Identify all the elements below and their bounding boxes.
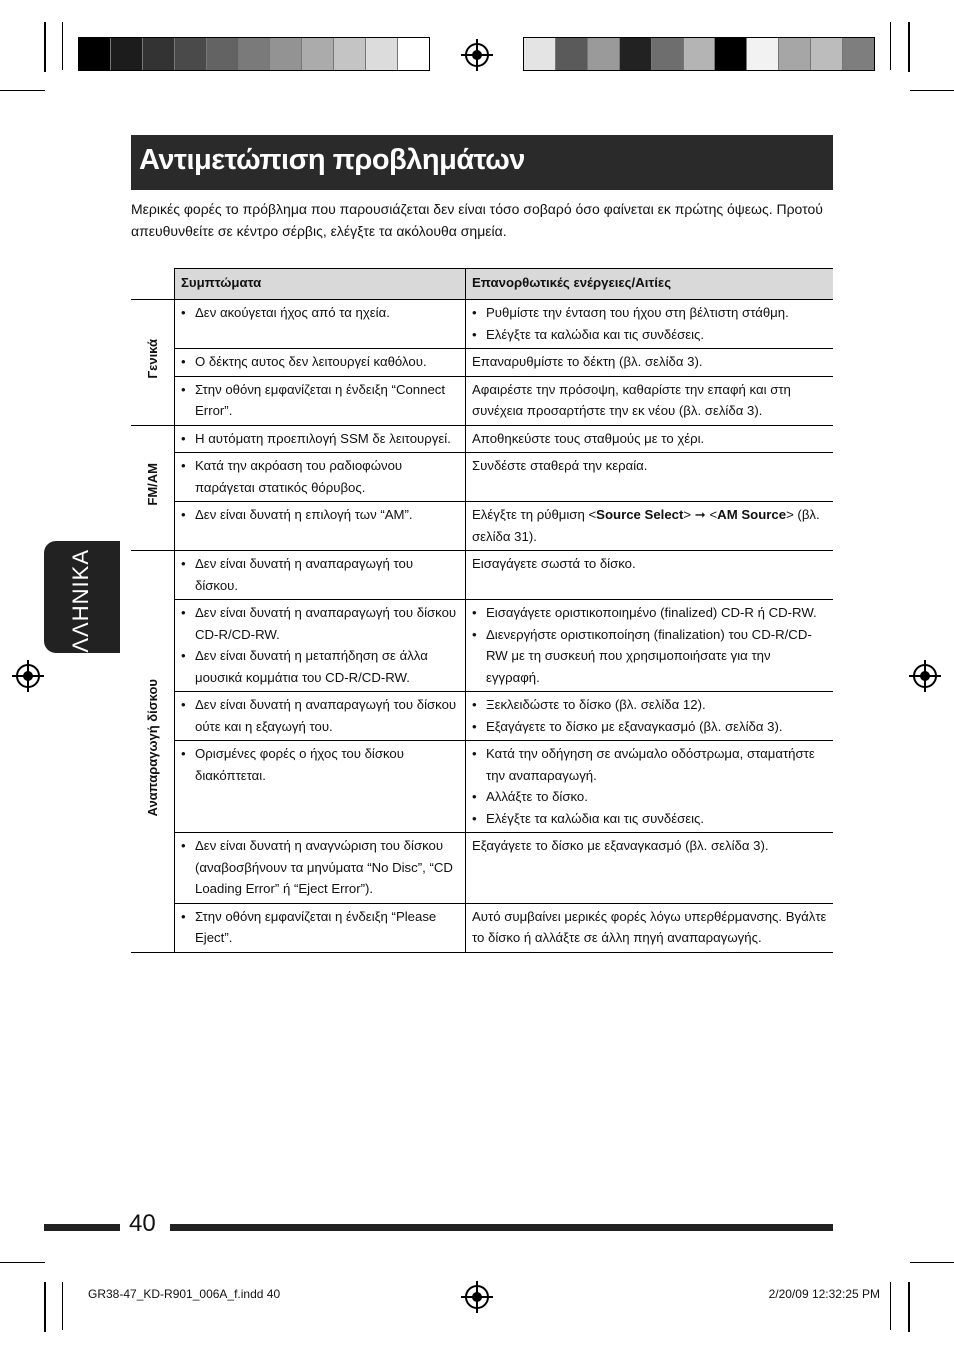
crop-mark [62, 22, 63, 70]
category-general: Γενικά [131, 300, 175, 426]
table-row [131, 903, 833, 952]
table-row [131, 425, 833, 453]
symptom-item: • Η αυτόματη προεπιλογή SSM δε λειτουργεί. [195, 428, 459, 450]
crop-mark [910, 1262, 954, 1263]
registration-mark-icon [465, 1285, 489, 1309]
remedy-item: • Ελέγξτε τα καλώδια και τις συνδέσεις. [486, 324, 827, 346]
remedy-text: Ελέγξτε τη ρύθμιση < [472, 507, 597, 522]
symptom-item: • Ορισμένες φορές ο ήχος του δίσκου διακόπτεται. [195, 743, 459, 786]
crop-mark [890, 1282, 891, 1330]
page-title: Αντιμετώπιση προβλημάτων [139, 144, 525, 176]
remedy-text: > (βλ. σελίδα 31). [472, 507, 820, 544]
table-row [131, 692, 833, 741]
table-row [131, 349, 833, 377]
remedy-cell: Εισαγάγετε σωστά το δίσκο. [466, 551, 834, 600]
symptom-item: • Δεν είναι δυνατή η αναπαραγωγή του δίσκου. [195, 553, 459, 596]
table-header-row [131, 269, 833, 300]
slug-filename: GR38-47_KD-R901_006A_f.indd 40 [88, 1287, 281, 1301]
remedy-cell [466, 300, 834, 349]
symptom-cell [175, 502, 466, 551]
crop-mark [910, 90, 954, 91]
symptom-item: • Στην οθόνη εμφανίζεται η ένδειξη “Connect Error”. [195, 379, 459, 422]
remedy-cell: Επαναρυθμίστε το δέκτη (βλ. σελίδα 3). [466, 349, 834, 377]
registration-mark-icon [913, 664, 937, 688]
symptom-item: • Δεν είναι δυνατή η επιλογή των “AM”. [195, 504, 459, 526]
symptom-cell [175, 453, 466, 502]
symptom-item: • Στην οθόνη εμφανίζεται η ένδειξη “Please Eject”. [195, 906, 459, 949]
crop-mark [890, 22, 891, 70]
crop-mark [44, 22, 46, 72]
remedy-cell: Συνδέστε σταθερά την κεραία. [466, 453, 834, 502]
symptom-cell [175, 903, 466, 952]
table-row [131, 600, 833, 692]
symptom-item: • Δεν είναι δυνατή η αναπαραγωγή του δίσκου CD-R/CD-RW. [195, 602, 459, 645]
remedy-item: • Αλλάξτε το δίσκο. [486, 786, 827, 808]
symptom-cell [175, 600, 466, 692]
crop-mark [908, 1282, 910, 1332]
remedy-cell: Εξαγάγετε το δίσκο με εξαναγκασμό (βλ. σελίδα 3). [466, 833, 834, 904]
crop-mark [0, 1262, 45, 1263]
footer-rule-right [170, 1224, 833, 1231]
crop-mark [44, 1282, 46, 1332]
table-row [131, 741, 833, 833]
crop-mark [62, 1282, 63, 1330]
crop-mark [908, 22, 910, 72]
remedy-cell [466, 741, 834, 833]
remedy-cell: Αυτό συμβαίνει μερικές φορές λόγω υπερθέρμανσης. Βγάλτε το δίσκο ή αλλάξτε σε άλλη πηγή αναπαραγωγής. [466, 903, 834, 952]
symptom-item: • Δεν είναι δυνατή η μεταπήδηση σε άλλα μουσικά κομμάτια του CD-R/CD-RW. [195, 645, 459, 688]
remedy-item: • Ξεκλειδώστε το δίσκο (βλ. σελίδα 12). [486, 694, 827, 716]
remedy-item: • Ελέγξτε τα καλώδια και τις συνδέσεις. [486, 808, 827, 830]
troubleshooting-table [131, 268, 833, 953]
page-number: 40 [129, 1210, 156, 1237]
category-fmam: FM/AM [131, 425, 175, 551]
header-remedies: Επανορθωτικές ενέργειες/Αιτίες [466, 269, 834, 300]
header-blank [131, 269, 175, 300]
crop-mark [0, 90, 45, 91]
slug-timestamp: 2/20/09 12:32:25 PM [768, 1287, 880, 1301]
remedy-cell: Αφαιρέστε την πρόσοψη, καθαρίστε την επαφή και στη συνέχεια προσαρτήστε την εκ νέου (βλ. σελίδα 3). [466, 376, 834, 425]
remedy-cell [466, 600, 834, 692]
remedy-item: • Εξαγάγετε το δίσκο με εξαναγκασμό (βλ. σελίδα 3). [486, 716, 827, 738]
symptom-cell [175, 692, 466, 741]
color-calibration-bar-left [78, 37, 430, 71]
symptom-item: • Δεν είναι δυνατή η αναπαραγωγή του δίσκου ούτε και η εξαγωγή του. [195, 694, 459, 737]
symptom-item: • Δεν είναι δυνατή η αναγνώριση του δίσκου (αναβοσβήνουν τα μηνύματα “No Disc”, “CD Loading Error” ή “Eject Error”). [195, 835, 459, 900]
header-symptoms: Συμπτώματα [175, 269, 466, 300]
symptom-item: • Ο δέκτης αυτος δεν λειτουργεί καθόλου. [195, 351, 459, 373]
remedy-item: • Κατά την οδήγηση σε ανώμαλο οδόστρωμα, σταματήστε την αναπαραγωγή. [486, 743, 827, 786]
symptom-cell [175, 349, 466, 377]
symptom-item: • Δεν ακούγεται ήχος από τα ηχεία. [195, 302, 459, 324]
symptom-cell [175, 300, 466, 349]
symptom-cell [175, 741, 466, 833]
title-bar [131, 135, 833, 190]
symptom-cell [175, 376, 466, 425]
table-row [131, 502, 833, 551]
setting-name: AM Source [717, 507, 787, 522]
color-calibration-bar-right [523, 37, 875, 71]
symptom-cell [175, 833, 466, 904]
intro-paragraph: Μερικές φορές το πρόβλημα που παρουσιάζεται δεν είναι τόσο σοβαρό όσο φαίνεται εκ πρώτης όψεως. Προτού απευθυνθείτε σε κέντρο σέρβις, ελέγξτε τα ακόλουθα σημεία. [131, 201, 823, 239]
remedy-cell [466, 502, 834, 551]
registration-mark-icon [16, 664, 40, 688]
symptom-item: • Κατά την ακρόαση του ραδιοφώνου παράγεται στατικός θόρυβος. [195, 455, 459, 498]
remedy-item: • Διενεργήστε οριστικοποίηση (finalization) του CD-R/CD-RW με τη συσκευή που χρησιμοποιήσατε για την εγγραφή. [486, 624, 827, 689]
footer-rule-left [44, 1224, 120, 1231]
setting-name: Source Select [596, 507, 684, 522]
symptom-cell [175, 425, 466, 453]
table-row [131, 453, 833, 502]
language-tab-label: ΕΛΛΗΝΙΚΑ [68, 549, 93, 669]
table-row [131, 551, 833, 600]
remedy-item: • Ρυθμίστε την ένταση του ήχου στη βέλτιστη στάθμη. [486, 302, 827, 324]
symptom-cell [175, 551, 466, 600]
table-row [131, 833, 833, 904]
registration-mark-icon [465, 43, 489, 67]
remedy-cell: Αποθηκεύστε τους σταθμούς με το χέρι. [466, 425, 834, 453]
language-tab [44, 541, 120, 669]
remedy-text: > ➞ < [683, 507, 718, 522]
table-row [131, 376, 833, 425]
remedy-cell [466, 692, 834, 741]
category-disc-playback: Αναπαραγωγή δίσκου [131, 551, 175, 953]
table-row [131, 300, 833, 349]
remedy-item: • Εισαγάγετε οριστικοποιημένο (finalized) CD-R ή CD-RW. [486, 602, 827, 624]
